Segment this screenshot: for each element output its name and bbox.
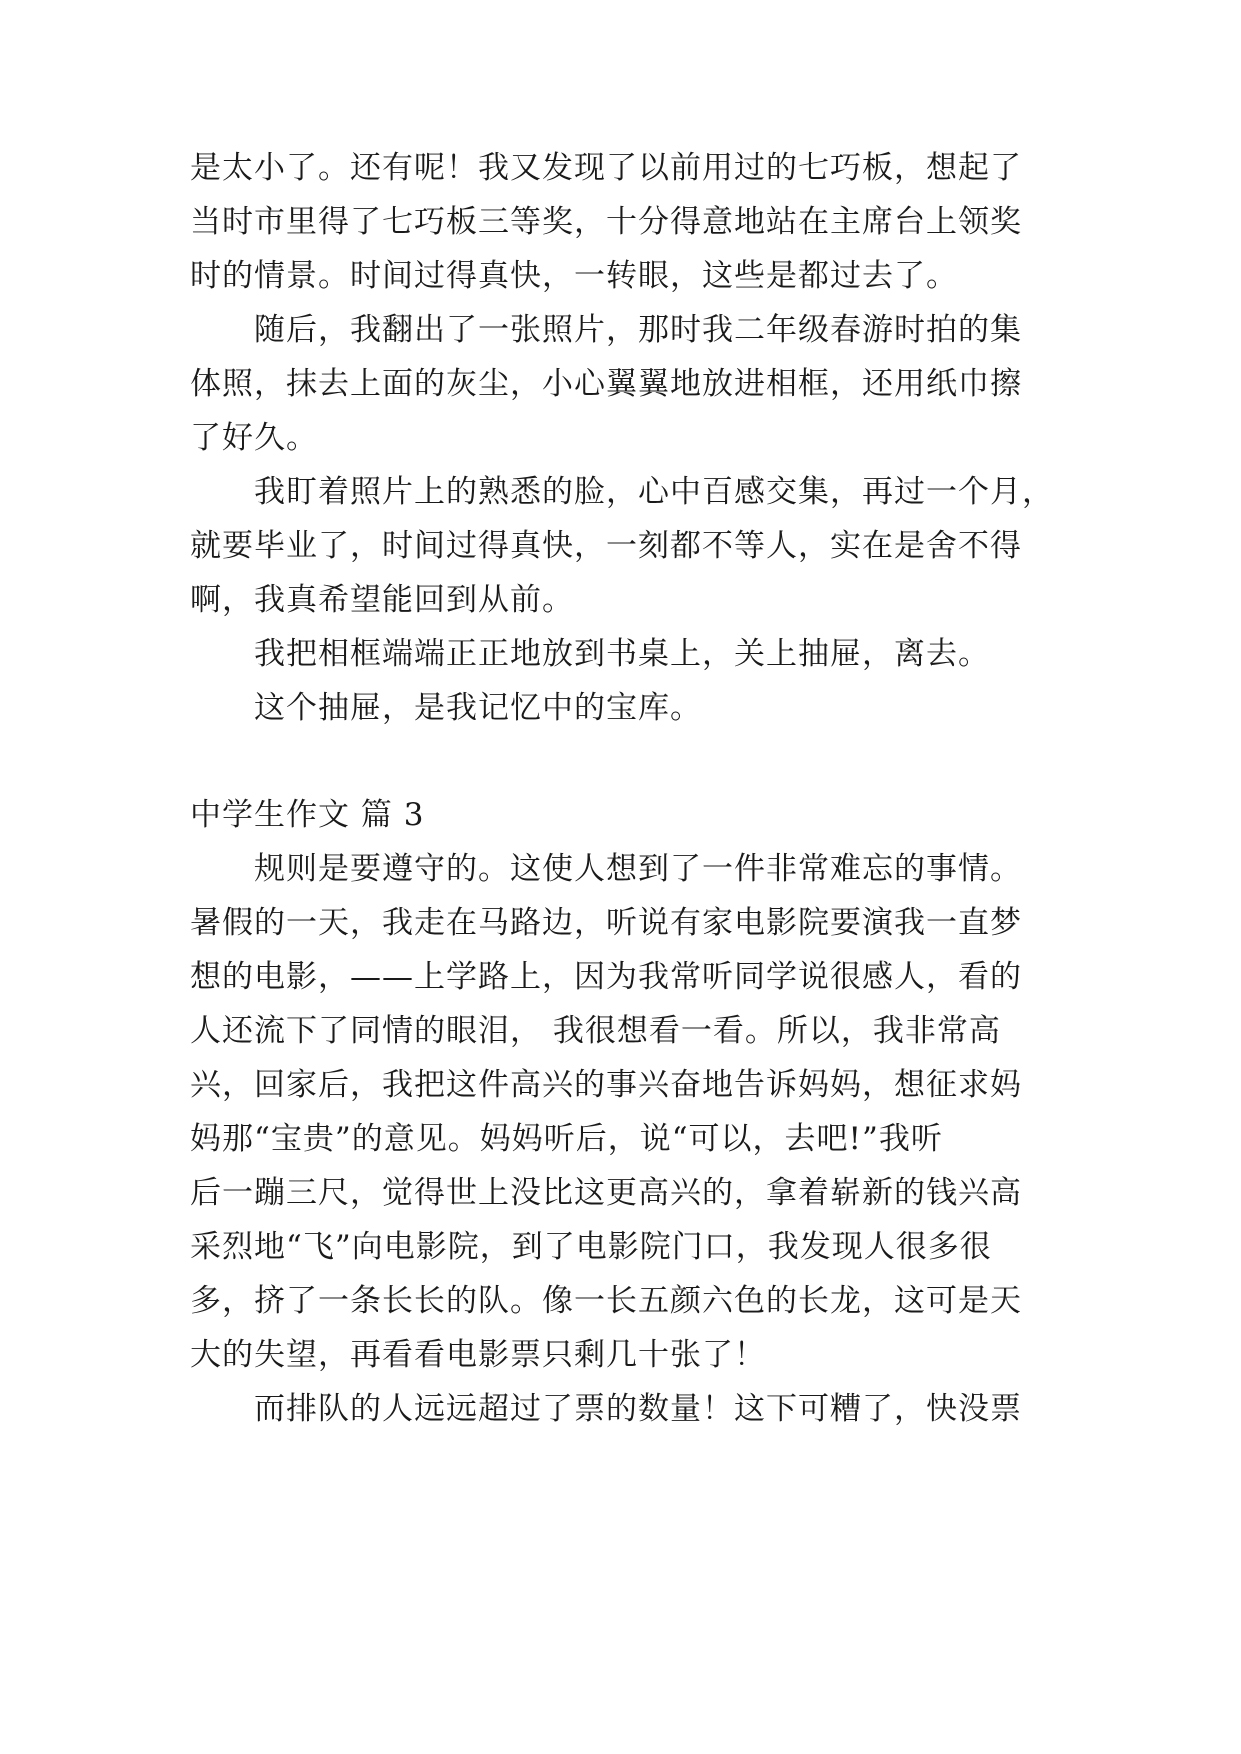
section-heading: 中学生作文 篇 3 (190, 797, 425, 833)
paragraph-line: 暑假的一天，我走在马路边，听说有家电影院要演我一直梦 (190, 905, 1022, 941)
paragraph-line: 人还流下了同情的眼泪， 我很想看一看。所以，我非常高 (190, 1013, 1001, 1049)
paragraph-line: 了好久。 (190, 420, 318, 456)
paragraph-line: 而排队的人远远超过了票的数量！这下可糟了，快没票 (190, 1391, 1022, 1427)
paragraph-line: 想的电影，——上学路上，因为我常听同学说很感人，看的 (190, 959, 1022, 995)
paragraph-line: 后一蹦三尺，觉得世上没比这更高兴的，拿着崭新的钱兴高 (190, 1175, 1022, 1211)
paragraph-line: 就要毕业了，时间过得真快，一刻都不等人，实在是舍不得 (190, 528, 1022, 564)
paragraph-line: 啊，我真希望能回到从前。 (190, 582, 574, 618)
paragraph-line: 采烈地“飞”向电影院，到了电影院门口，我发现人很多很 (190, 1229, 992, 1265)
paragraph-line: 大的失望，再看看电影票只剩几十张了！ (190, 1337, 766, 1373)
paragraph-line: 妈那“宝贵”的意见。妈妈听后，说“可以，去吧!”我听 (190, 1121, 943, 1157)
paragraph-line: 我盯着照片上的熟悉的脸，心中百感交集，再过一个月， (190, 474, 1054, 510)
paragraph-line: 随后，我翻出了一张照片，那时我二年级春游时拍的集 (190, 312, 1022, 348)
paragraph-line: 时的情景。时间过得真快，一转眼，这些是都过去了。 (190, 258, 958, 294)
paragraph-line: 体照，抹去上面的灰尘，小心翼翼地放进相框，还用纸巾擦 (190, 366, 1022, 402)
paragraph-line: 当时市里得了七巧板三等奖，十分得意地站在主席台上领奖 (190, 204, 1022, 240)
paragraph-line: 多，挤了一条长长的队。像一长五颜六色的长龙，这可是天 (190, 1283, 1022, 1319)
paragraph-line: 这个抽屉，是我记忆中的宝库。 (190, 690, 702, 726)
paragraph-line: 兴，回家后，我把这件高兴的事兴奋地告诉妈妈，想征求妈 (190, 1067, 1022, 1103)
paragraph-line: 规则是要遵守的。这使人想到了一件非常难忘的事情。 (190, 851, 1022, 887)
paragraph-line: 我把相框端端正正地放到书桌上，关上抽屉，离去。 (190, 636, 990, 672)
paragraph-line: 是太小了。还有呢！我又发现了以前用过的七巧板，想起了 (190, 150, 1022, 186)
